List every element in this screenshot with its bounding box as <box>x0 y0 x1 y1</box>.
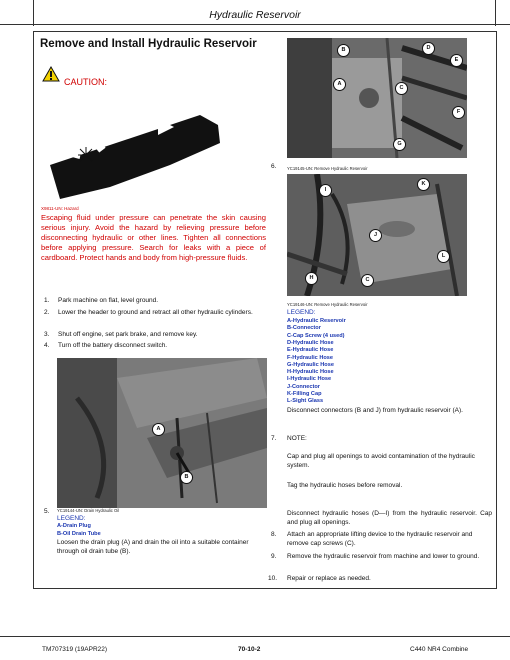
step-number: 9. <box>271 553 277 560</box>
header-rule <box>0 24 510 25</box>
step-number: 10. <box>268 575 278 582</box>
step-number: 2. <box>44 309 50 316</box>
step-7-text: Disconnect hydraulic hoses (D—I) from the hydraulic reservoir. Cap and plug all openings. <box>287 510 492 526</box>
step-6-photo-caption-2: YC19146-UN: Remove Hydraulic Reservoir <box>287 302 368 307</box>
step-3 <box>44 331 266 341</box>
legend-item: H-Hydraulic Hose <box>287 369 334 376</box>
step-text: Park machine on flat, level ground. <box>58 297 159 304</box>
legend-item: A-Hydraulic Reservoir <box>287 318 346 324</box>
callout-a: A <box>333 78 346 91</box>
callout-b: B <box>180 471 193 484</box>
legend-item: F-Hydraulic Hose <box>287 354 334 361</box>
callout-d: D <box>422 42 435 55</box>
step-number: 8. <box>271 531 277 538</box>
callout-k: K <box>417 178 430 191</box>
step-6-photo-caption-1: YC19145-UN: Remove Hydraulic Reservoir <box>287 166 368 171</box>
step-text: Turn off the battery disconnect switch. <box>58 342 168 349</box>
caution-text: Escaping fluid under pressure can penetrate the skin causing serious injury. Avoid the hazard by relieving pressure before disconnecting hydraulic or other lines. Tighten all connections before applying pressure. Search for leaks with a piece of cardboard. Protect hands and body from high-pressure fluids. <box>41 213 266 263</box>
step-4 <box>44 342 266 352</box>
legend-item: K-Filling Cap <box>287 391 322 397</box>
caution-icon <box>42 66 60 87</box>
legend-item: B-Oil Drain Tube <box>57 531 101 537</box>
footer-machine: C440 NR4 Combine <box>410 646 469 653</box>
callout-c: C <box>361 274 374 287</box>
note-text-2: Tag the hydraulic hoses before removal. <box>287 482 403 489</box>
step-text: Remove the hydraulic reservoir from machine and lower to ground. <box>287 553 480 560</box>
step-5-text: Loosen the drain plug (A) and drain the oil into a suitable container through oil drain tube (B). <box>57 539 249 555</box>
callout-h: H <box>305 272 318 285</box>
hazard-caption: X9811-UN: Hazard <box>41 206 79 211</box>
photo-hydraulic-reservoir-top <box>287 38 467 158</box>
step-number: 4. <box>44 342 50 349</box>
step-6-text: Disconnect connectors (B and J) from hydraulic reservoir (A). <box>287 407 463 414</box>
step-2 <box>44 309 266 329</box>
step-number: 3. <box>44 331 50 338</box>
photo-hydraulic-reservoir-side <box>287 174 467 296</box>
section-title: Remove and Install Hydraulic Reservoir <box>40 38 257 50</box>
legend-item: E-Hydraulic Hose <box>287 347 334 354</box>
step-5-legend-title: LEGEND: <box>57 515 86 522</box>
legend-item: B-Connector <box>287 325 321 332</box>
hazard-illustration <box>50 95 220 208</box>
callout-i: I <box>319 184 332 197</box>
step-text: Shut off engine, set park brake, and remove key. <box>58 331 198 338</box>
step-5-number: 5. <box>44 508 50 515</box>
step-8 <box>271 531 493 551</box>
step-6-legend-title: LEGEND: <box>287 309 316 316</box>
callout-j: J <box>369 229 382 242</box>
callout-f: F <box>452 106 465 119</box>
step-number: 1. <box>44 297 50 304</box>
callout-a: A <box>152 423 165 436</box>
callout-b: B <box>337 44 350 57</box>
note-text-1: Cap and plug all openings to avoid contamination of the hydraulic system. <box>287 453 475 469</box>
step-10 <box>268 575 493 585</box>
legend-item: C-Cap Screw (4 used) <box>287 332 345 339</box>
callout-e: E <box>450 54 463 67</box>
step-6-number: 6. <box>271 163 277 170</box>
step-text: Lower the header to ground and retract all other hydraulic cylinders. <box>58 309 253 316</box>
step-text: Attach an appropriate lifting device to the hydraulic reservoir and remove cap screws (C). <box>287 531 473 547</box>
step-1 <box>44 297 266 307</box>
footer-page-number: 70-10-2 <box>238 646 261 653</box>
step-7-number: 7. <box>271 435 277 442</box>
page-header-title: Hydraulic Reservoir <box>209 9 301 21</box>
callout-g: G <box>393 138 406 151</box>
callout-c: C <box>395 82 408 95</box>
step-5-photo-caption: YC19144-UN: Drain Hydraulic Oil <box>57 508 120 513</box>
legend-item: D-Hydraulic Hose <box>287 339 334 346</box>
step-9 <box>271 553 493 573</box>
legend-item: I-Hydraulic Hose <box>287 376 332 383</box>
callout-l: L <box>437 250 450 263</box>
step-text: Repair or replace as needed. <box>287 575 371 582</box>
photo-drain-hydraulic-oil <box>57 358 267 508</box>
legend-item: G-Hydraulic Hose <box>287 361 334 368</box>
footer-rule <box>0 636 510 637</box>
caution-label: CAUTION: <box>64 77 108 87</box>
legend-item: J-Connector <box>287 383 320 390</box>
footer-doc-id: TM707319 (19APR22) <box>42 646 108 653</box>
legend-item: A-Drain Plug <box>57 523 91 529</box>
note-label: NOTE: <box>287 435 307 442</box>
legend-item: L-Sight Glass <box>287 398 324 405</box>
